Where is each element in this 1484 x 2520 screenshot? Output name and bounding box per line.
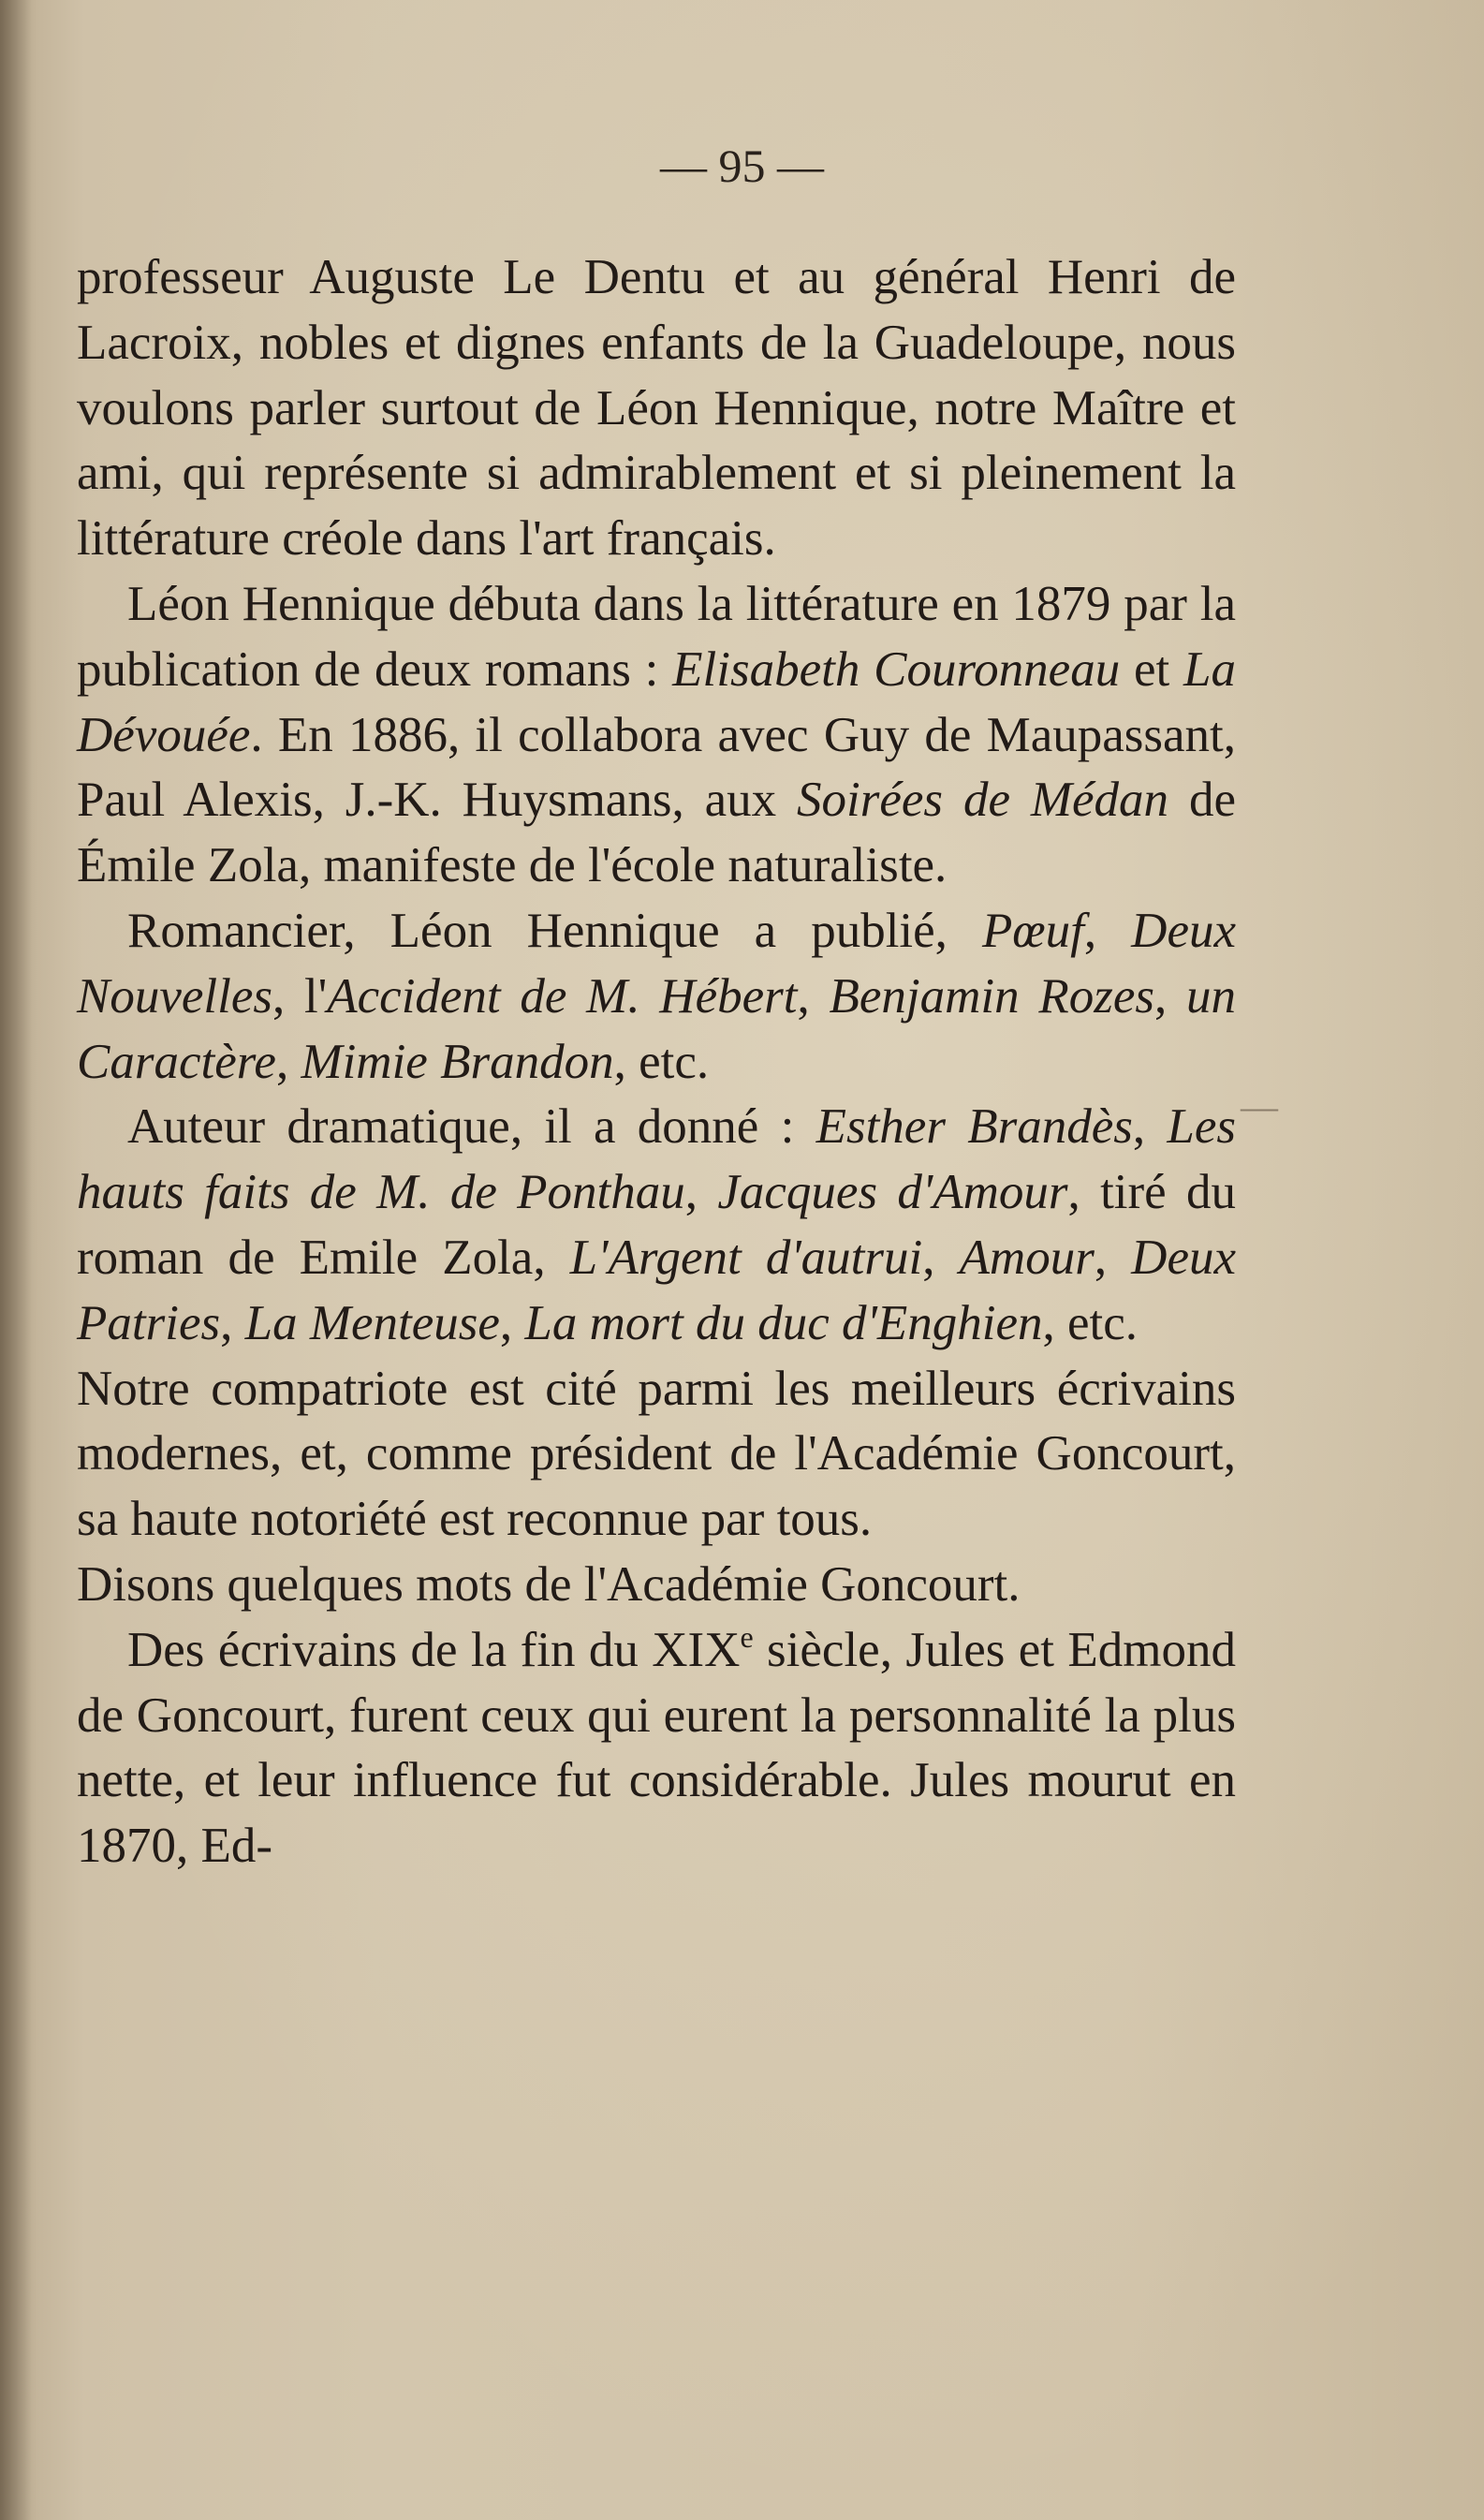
text-span: et — [1120, 641, 1184, 697]
play-title: Amour — [959, 1230, 1095, 1285]
paragraph-3 — [77, 899, 1236, 1095]
text-span: , — [1154, 968, 1186, 1024]
book-title: Mimie Brandon — [301, 1034, 614, 1089]
text-span: , etc. — [613, 1034, 710, 1089]
text-span: siècle, Jules et Edmond de Goncourt, furent ceux qui eurent la personnalité la plus nette, et leur influence fut considérable. Jules mourut en 1870, Ed- — [77, 1622, 1236, 1874]
text-span: , — [684, 1165, 718, 1220]
play-title: L'Argent d'autrui — [569, 1230, 923, 1285]
text-span: , — [1083, 903, 1132, 958]
paragraph-5: Notre compatriote est cité parmi les meilleurs écrivains modernes, et, comme président de l'Académie Goncourt, sa haute notoriété est reconnue par tous. — [77, 1361, 1236, 1547]
play-title: Esther Brandès — [815, 1099, 1133, 1155]
text-span: , etc. — [1042, 1295, 1139, 1350]
text-span: de Émile Zola, manifeste de l'école naturaliste. — [77, 773, 1236, 893]
text-span: , — [275, 1034, 301, 1089]
text-span: , — [922, 1230, 960, 1285]
text-span: Romancier, Léon Hennique a publié, — [127, 903, 982, 958]
book-title: Accident de M. Hébert — [327, 968, 798, 1024]
paragraph-6: Disons quelques mots de l'Académie Goncourt. — [77, 1556, 1021, 1612]
play-title: Jacques d'Amour — [717, 1165, 1068, 1220]
play-title: La mort du duc d'Enghien — [524, 1295, 1043, 1350]
superscript: e — [740, 1619, 754, 1654]
text-span: , tiré du roman de Emile Zola, — [77, 1165, 1237, 1285]
text-span: Des écrivains de la fin du XIX — [127, 1622, 741, 1677]
text-span: , — [499, 1295, 525, 1350]
text-span: , — [797, 968, 830, 1024]
play-title: Les hauts faits de M. de Ponthau — [77, 1099, 1237, 1220]
paragraph-4 — [77, 1095, 1236, 1356]
paragraph-2 — [77, 572, 1236, 899]
play-title: La Menteuse — [244, 1295, 500, 1350]
text-span: , — [1094, 1230, 1132, 1285]
text-span: Auteur dramatique, il a donné : — [127, 1099, 816, 1155]
text-span: , — [1132, 1099, 1168, 1155]
text-span: . En 1886, il collabora avec Guy de Maupassant, Paul Alexis, J.-K. Huysmans, aux — [77, 707, 1236, 828]
book-title: Soirées de Médan — [797, 773, 1169, 828]
text-span: , l' — [272, 968, 328, 1024]
play-title: Deux Patries — [77, 1230, 1236, 1350]
book-title: un Caractère — [77, 968, 1236, 1089]
book-title: Deux Nouvelles — [77, 903, 1236, 1024]
text-span: , — [220, 1295, 245, 1350]
paragraph-7 — [77, 1618, 1236, 1879]
book-title: Elisabeth Couronneau — [672, 641, 1121, 697]
text-span: Léon Hennique débuta dans la littérature en 1879 par la publication de deux romans : — [77, 576, 1236, 697]
paragraph-1: professeur Auguste Le Dentu et au général Henri de Lacroix, nobles et dignes enfants de la Guadeloupe, nous voulons parler surtout de Léon Hennique, notre Maître et ami, qui représente si admirablement et si pleinement la littérature créole dans l'art français. — [77, 250, 1236, 567]
book-title: La Dévouée — [77, 641, 1237, 762]
margin-pencil-mark: — — [1241, 1085, 1278, 1127]
book-title: Pœuf — [981, 903, 1084, 958]
body-text — [77, 245, 1236, 1879]
spine-shadow — [0, 0, 32, 2520]
page-number: — 95 — — [660, 140, 824, 192]
book-title: Benjamin Rozes — [829, 968, 1154, 1024]
